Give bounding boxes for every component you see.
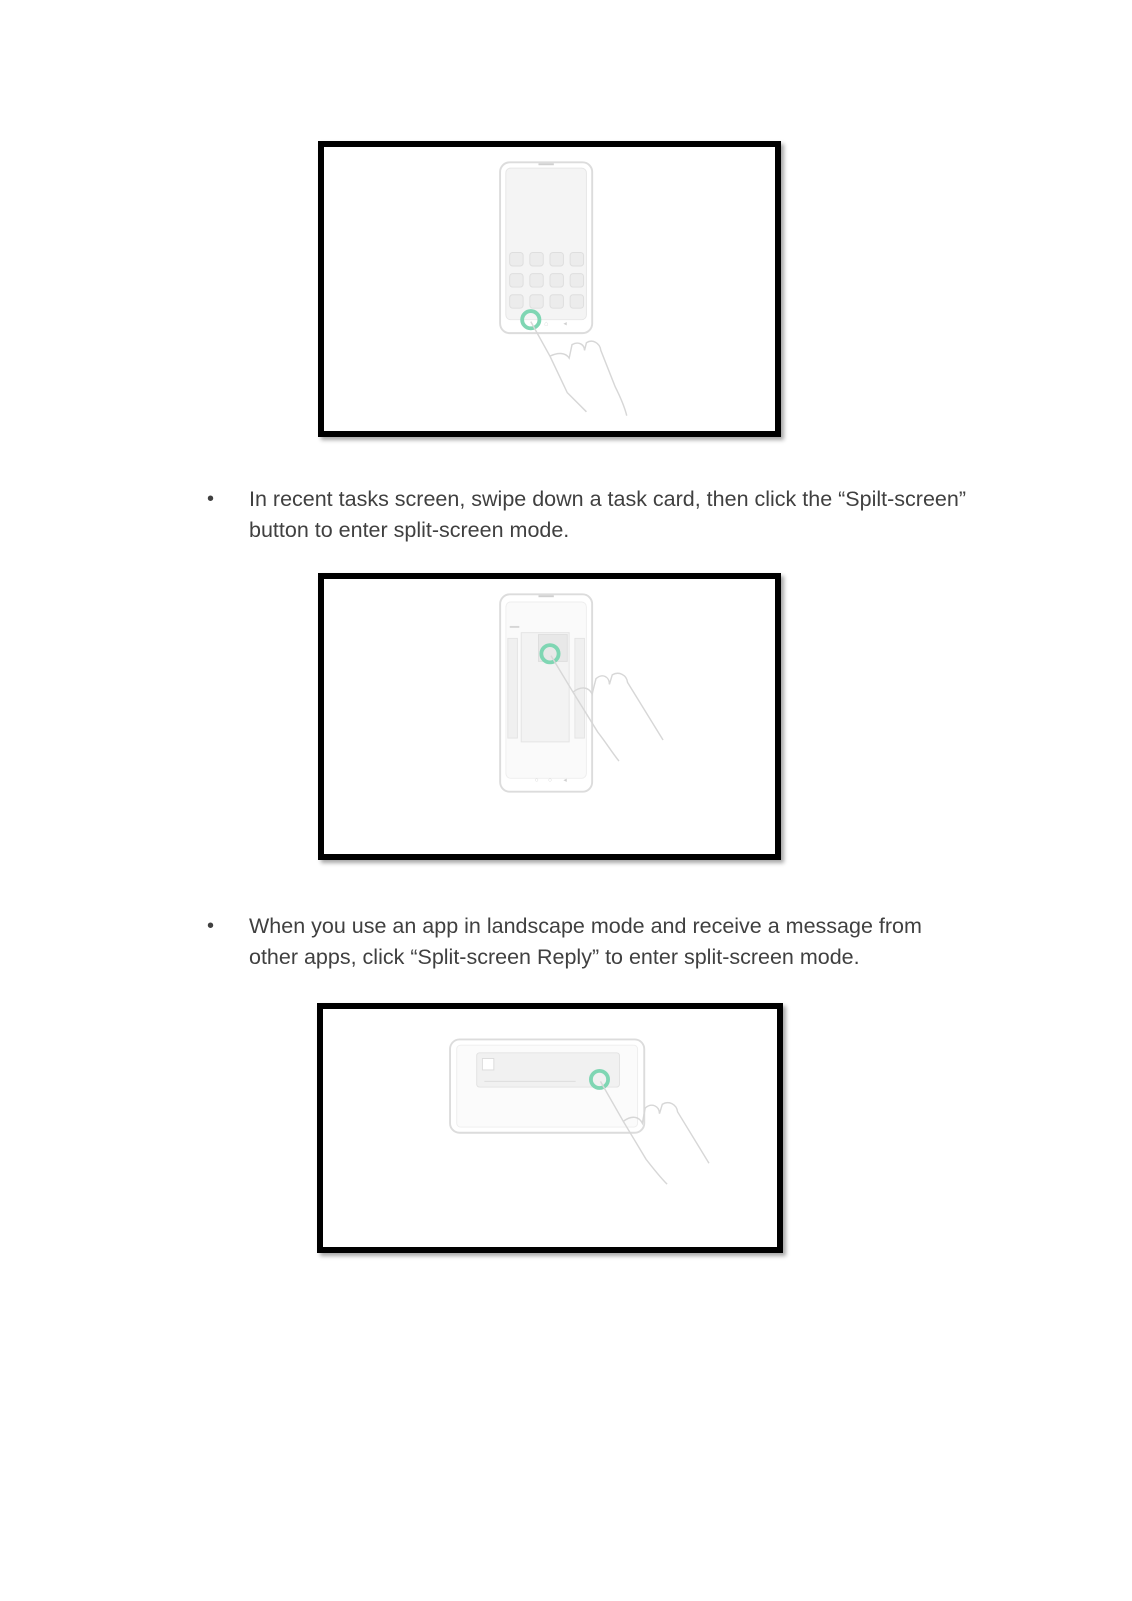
- svg-text:○: ○: [548, 777, 553, 785]
- svg-text:◂: ◂: [563, 320, 567, 328]
- figure-split-screen-button: [318, 573, 781, 860]
- svg-text:○: ○: [534, 777, 539, 785]
- bullet-text: When you use an app in landscape mode and receive a message from other apps, click “Split-screen Reply” to enter split-screen mode.: [249, 914, 922, 969]
- bullet-marker: •: [207, 915, 215, 937]
- figure-split-screen-reply: [317, 1003, 783, 1253]
- phone-recent-tasks-icon: [324, 579, 775, 854]
- phone-landscape-notification-icon: [323, 1009, 777, 1247]
- figure-recent-tasks-gesture: [318, 141, 781, 437]
- bullet-marker: •: [207, 488, 215, 510]
- svg-text:⌂: ⌂: [544, 320, 549, 328]
- bullet-text: In recent tasks screen, swipe down a task card, then click the “Spilt-screen” button to enter split-screen mode.: [249, 487, 966, 542]
- bullet-item-2: [207, 911, 967, 973]
- bullet-item-1: [207, 484, 967, 546]
- phone-home-screen-icon: [324, 147, 775, 431]
- svg-text:◂: ◂: [563, 777, 567, 785]
